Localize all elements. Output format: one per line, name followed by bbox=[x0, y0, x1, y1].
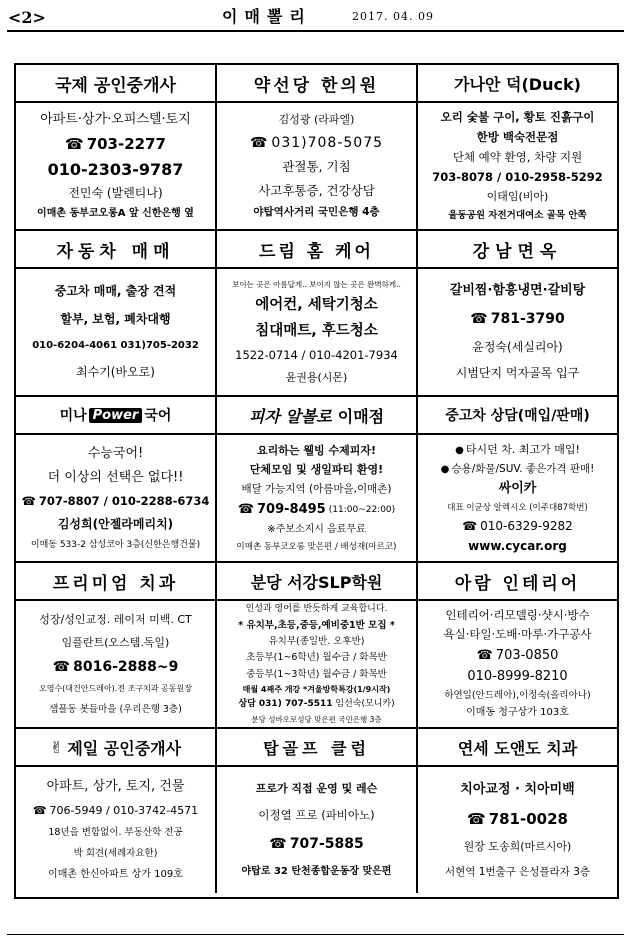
phone-line bbox=[238, 502, 395, 517]
ad-line: 할부, 보험, 폐차대행 bbox=[60, 312, 171, 327]
ad-title: 드림 홈 케어 bbox=[217, 231, 416, 269]
ad-title: 아람 인테리어 bbox=[418, 563, 617, 601]
ad-title: 약선당 한의원 bbox=[217, 65, 416, 103]
bullet-icon: ● bbox=[455, 444, 464, 456]
ad-line: 중등부(1~3학년) 월수금 / 화목반 bbox=[246, 668, 387, 680]
footer-rule bbox=[7, 934, 624, 935]
address: 시범단지 먹자골목 입구 bbox=[455, 366, 580, 381]
ad-line: 사고후통증, 건강상담 bbox=[258, 182, 375, 198]
ad-line: 성장/성인교정. 레이저 미백. CT bbox=[39, 612, 192, 626]
telephone-icon: ☎ bbox=[467, 809, 486, 828]
logo-power-text: Power bbox=[89, 408, 143, 423]
telephone-icon: ☎ bbox=[65, 134, 84, 153]
ad-line: 아파트·상가·오피스텔·토지 bbox=[40, 112, 191, 128]
ad-line: 임플란트(오스템.독일) bbox=[61, 635, 170, 649]
ad-line: 유치부(종일반. 오후반) bbox=[268, 635, 365, 647]
phone-number: 010-6329-9282 bbox=[480, 518, 573, 533]
contact-name: 최수기(바오로) bbox=[76, 365, 155, 380]
ad-card-premium-dental bbox=[16, 563, 217, 729]
ad-line: 단체모임 및 생일파티 환영! bbox=[249, 463, 384, 477]
ad-title: 분당 서강SLP학원 bbox=[217, 563, 416, 601]
contact-name: 윤권용(시몬) bbox=[285, 371, 348, 385]
ad-card-gangnam-myeonok bbox=[418, 231, 617, 397]
contact-name: 전민숙 (발렌티나) bbox=[68, 186, 163, 201]
phone-line bbox=[22, 494, 210, 508]
telephone-icon: ☎ bbox=[32, 804, 47, 818]
phone-number: 상담 031) 707-5511 bbox=[238, 699, 333, 710]
phone-line bbox=[269, 836, 363, 852]
ad-card-used-car-consult bbox=[418, 397, 617, 563]
ad-title: 강남면옥 bbox=[418, 231, 617, 269]
ad-title-branch: 이매점 bbox=[337, 406, 385, 426]
ad-card-jeil-realty bbox=[16, 729, 217, 893]
ad-line: 요리하는 웰빙 수제피자! bbox=[257, 443, 376, 457]
address: 이매촌 한신아파트 상가 109호 bbox=[48, 869, 183, 881]
phone-number: 703-2277 bbox=[86, 134, 166, 153]
page-header bbox=[0, 0, 631, 34]
ad-title: 자동차 매매 bbox=[16, 231, 215, 269]
ad-card-gukje-realty bbox=[16, 65, 217, 231]
ad-line: 초등부(1~6학년) 월수금 / 화목반 bbox=[246, 652, 387, 664]
ad-card-pizza-alvolo bbox=[217, 397, 418, 563]
address: 이매동 533-2 삼성코아 3층(신한은행건물) bbox=[30, 539, 201, 550]
contact-name: 이태임(비아) bbox=[486, 190, 549, 204]
issue-date: 2017. 04. 09 bbox=[352, 10, 434, 23]
contact-name: 대표 이균상 알렉시오 (이주대87학번) bbox=[447, 502, 588, 513]
telephone-icon: ☎ bbox=[476, 647, 493, 663]
contact-name: 이정열 프로 (파비아노) bbox=[258, 807, 375, 822]
ad-line: ※주보소지시 음료무료 bbox=[267, 523, 366, 535]
phone-number: 709-8495 bbox=[257, 502, 326, 518]
business-name: 싸이카 bbox=[498, 481, 537, 497]
ad-line: 갈비찜·함흥냉면·갈비탕 bbox=[449, 283, 586, 299]
newsletter-title: 이매뽈리 bbox=[222, 7, 312, 26]
ad-line: 아파트, 상가, 토지, 건물 bbox=[46, 778, 185, 794]
ad-line: 중고차 매매, 출장 견적 bbox=[54, 284, 177, 299]
contact-name: 김성희(안젤라메리치) bbox=[57, 516, 174, 531]
phone-number: 707-8807 / 010-2288-6734 bbox=[38, 493, 210, 508]
contact-name: 오영수(대건안드레아).전 조구치과 공동원장 bbox=[39, 684, 192, 694]
ad-title: 가나안 덕(Duck) bbox=[418, 65, 617, 103]
logo-right-text: 국어 bbox=[144, 408, 172, 424]
ad-line: 인테리어·리모델링·샷시·방수 bbox=[445, 607, 590, 622]
address: 샘플동 봇들마을 (우리은행 3층) bbox=[49, 703, 182, 715]
phone-line bbox=[462, 519, 573, 533]
ad-title: 중고차 상담(매입/판매) bbox=[418, 397, 617, 435]
ad-title: 탑골프 클럽 bbox=[217, 729, 416, 767]
contact-name: 하연일(안드레아),이정숙(올리아나) bbox=[444, 690, 591, 702]
ad-line: 18년을 변함없이. 부동산학 전공 bbox=[48, 826, 183, 838]
ad-line: 매월 4째주 개강 *겨울방학특강(1/9시작) bbox=[242, 684, 391, 694]
ad-line: 한방 백숙전문점 bbox=[476, 129, 559, 144]
telephone-icon: ☎ bbox=[237, 502, 255, 518]
ad-title bbox=[16, 729, 215, 767]
telephone-icon: ☎ bbox=[249, 134, 269, 151]
telephone-icon: ☎ bbox=[470, 311, 488, 328]
address: 서현역 1번출구 은성플라자 3층 bbox=[444, 865, 591, 878]
ad-line: 에어컨, 세탁기청소 bbox=[255, 297, 378, 314]
ad-line: 오리 숯불 구이, 황토 진흙구이 bbox=[440, 110, 595, 125]
ad-line: 더 이상의 선택은 없다!! bbox=[47, 469, 184, 485]
telephone-icon: ☎ bbox=[52, 658, 71, 675]
page-number: <2> bbox=[8, 8, 46, 27]
ad-card-car-trade bbox=[16, 231, 217, 397]
phone-line bbox=[250, 135, 383, 151]
ad-line: * 유치부,초등,중등,예비중1반 모집 * bbox=[238, 619, 395, 631]
phone-number: 031)708-5075 bbox=[271, 134, 384, 151]
bullet-icon: ● bbox=[440, 463, 450, 475]
ad-title-brand: 피자 알볼로 bbox=[248, 406, 332, 426]
ad-card-yakseondang-clinic bbox=[217, 65, 418, 231]
phone-line bbox=[65, 135, 166, 153]
contact-name: 임선숙(모니카) bbox=[335, 699, 395, 710]
contact-name: 윤정숙(세실리아) bbox=[472, 339, 563, 354]
ad-line: 관절통, 기침 bbox=[282, 159, 351, 175]
phone-number: 010-2303-9787 bbox=[47, 159, 184, 179]
logo-left-text: 미나 bbox=[59, 408, 87, 424]
ad-line: 욕실·타일·도배·마루·가구공사 bbox=[443, 627, 592, 642]
ad-card-mina-power-korean bbox=[16, 397, 217, 563]
ad-line: 수능국어! bbox=[87, 445, 144, 461]
address: 야탑로 32 탄천종합운동장 맞은편 bbox=[241, 865, 392, 877]
phone-number: 781-3790 bbox=[490, 311, 565, 328]
ad-card-top-golf-club bbox=[217, 729, 418, 893]
phone-number: 010-8999-8210 bbox=[467, 668, 568, 684]
phone-number: 1522-0714 / 010-4201-7934 bbox=[235, 347, 398, 362]
ad-line: 단체 예약 환영, 차량 지원 bbox=[452, 149, 583, 164]
ad-line: 인성과 영어를 반듯하게 교육합니다. bbox=[245, 604, 388, 614]
phone-number: 703-0850 bbox=[495, 647, 559, 663]
ad-title: 연세 도앤도 치과 bbox=[418, 729, 617, 767]
phone-line bbox=[238, 699, 394, 710]
phone-number: 8016-2888~9 bbox=[73, 658, 179, 675]
ad-card-ganaan-duck bbox=[418, 65, 617, 231]
phone-number: 010-6204-4061 031)705-2032 bbox=[32, 339, 199, 351]
contact-name: 원장 도송희(마르시아) bbox=[463, 840, 572, 854]
ad-title bbox=[217, 397, 416, 435]
ad-card-aram-interior bbox=[418, 563, 617, 729]
ad-line: ● 타시던 차. 최고가 매입! bbox=[455, 442, 580, 456]
power-logo-icon bbox=[60, 405, 172, 425]
ad-title: 프리미엄 치과 bbox=[16, 563, 215, 601]
ad-line: 배달 가능지역 (아름마을,이매촌) bbox=[241, 483, 392, 496]
phone-line bbox=[470, 311, 564, 327]
ad-card-seogang-slp bbox=[217, 563, 418, 729]
phone-line bbox=[53, 659, 179, 675]
ad-line: 치아교정 · 치아미백 bbox=[460, 781, 575, 797]
business-hours: (11:00~22:00) bbox=[328, 504, 396, 515]
contact-name: 박 회견(세례자요한) bbox=[73, 848, 158, 860]
ad-title bbox=[16, 397, 215, 435]
address: 이매촌 동부코오롱 맞은편 / 배성재(마르코) bbox=[236, 542, 397, 553]
telephone-icon: ☎ bbox=[269, 836, 287, 853]
phone-line bbox=[33, 804, 198, 817]
hand-point-icon: ✌ bbox=[49, 737, 64, 757]
ad-card-dream-home-care bbox=[217, 231, 418, 397]
address: 이매촌 동부코오롱A 앞 신한은행 옆 bbox=[37, 207, 194, 219]
ad-card-yonsei-dental bbox=[418, 729, 617, 893]
slogan: 보이는 곳은 아름답게.. 보이지 않는 곳은 완벽하게.. bbox=[232, 279, 401, 289]
address: 야탑역사거리 국민은행 4층 bbox=[253, 205, 380, 218]
phone-line bbox=[477, 648, 559, 663]
ad-line: 침대매트, 후드청소 bbox=[255, 322, 378, 339]
ad-line: 프로가 직접 운영 및 레슨 bbox=[255, 782, 378, 796]
header-rule bbox=[7, 30, 624, 32]
phone-line bbox=[467, 810, 568, 828]
telephone-icon: ☎ bbox=[462, 518, 478, 533]
telephone-icon: ☎ bbox=[21, 493, 36, 508]
phone-number: 706-5949 / 010-3742-4571 bbox=[49, 804, 199, 818]
contact-name: 김성광 (라파엘) bbox=[278, 113, 355, 127]
address: 이매동 청구상가 103호 bbox=[466, 707, 569, 719]
address: 분당 성바오로성당 맞은편 국민은행 3층 bbox=[251, 714, 382, 724]
phone-number: 707-5885 bbox=[289, 836, 364, 853]
ad-title-text: 제일 공인중개사 bbox=[67, 738, 182, 758]
ad-grid bbox=[14, 63, 619, 899]
phone-number: 781-0028 bbox=[488, 809, 568, 828]
address: 율동공원 자전거대여소 골목 안쪽 bbox=[448, 209, 587, 221]
website-link[interactable]: www.cycar.org bbox=[468, 538, 567, 553]
phone-number: 703-8078 / 010-2958-5292 bbox=[432, 169, 603, 184]
ad-line: ● 승용/화물/SUV. 좋은가격 판매! bbox=[440, 462, 595, 475]
ad-title: 국제 공인중개사 bbox=[16, 65, 215, 103]
